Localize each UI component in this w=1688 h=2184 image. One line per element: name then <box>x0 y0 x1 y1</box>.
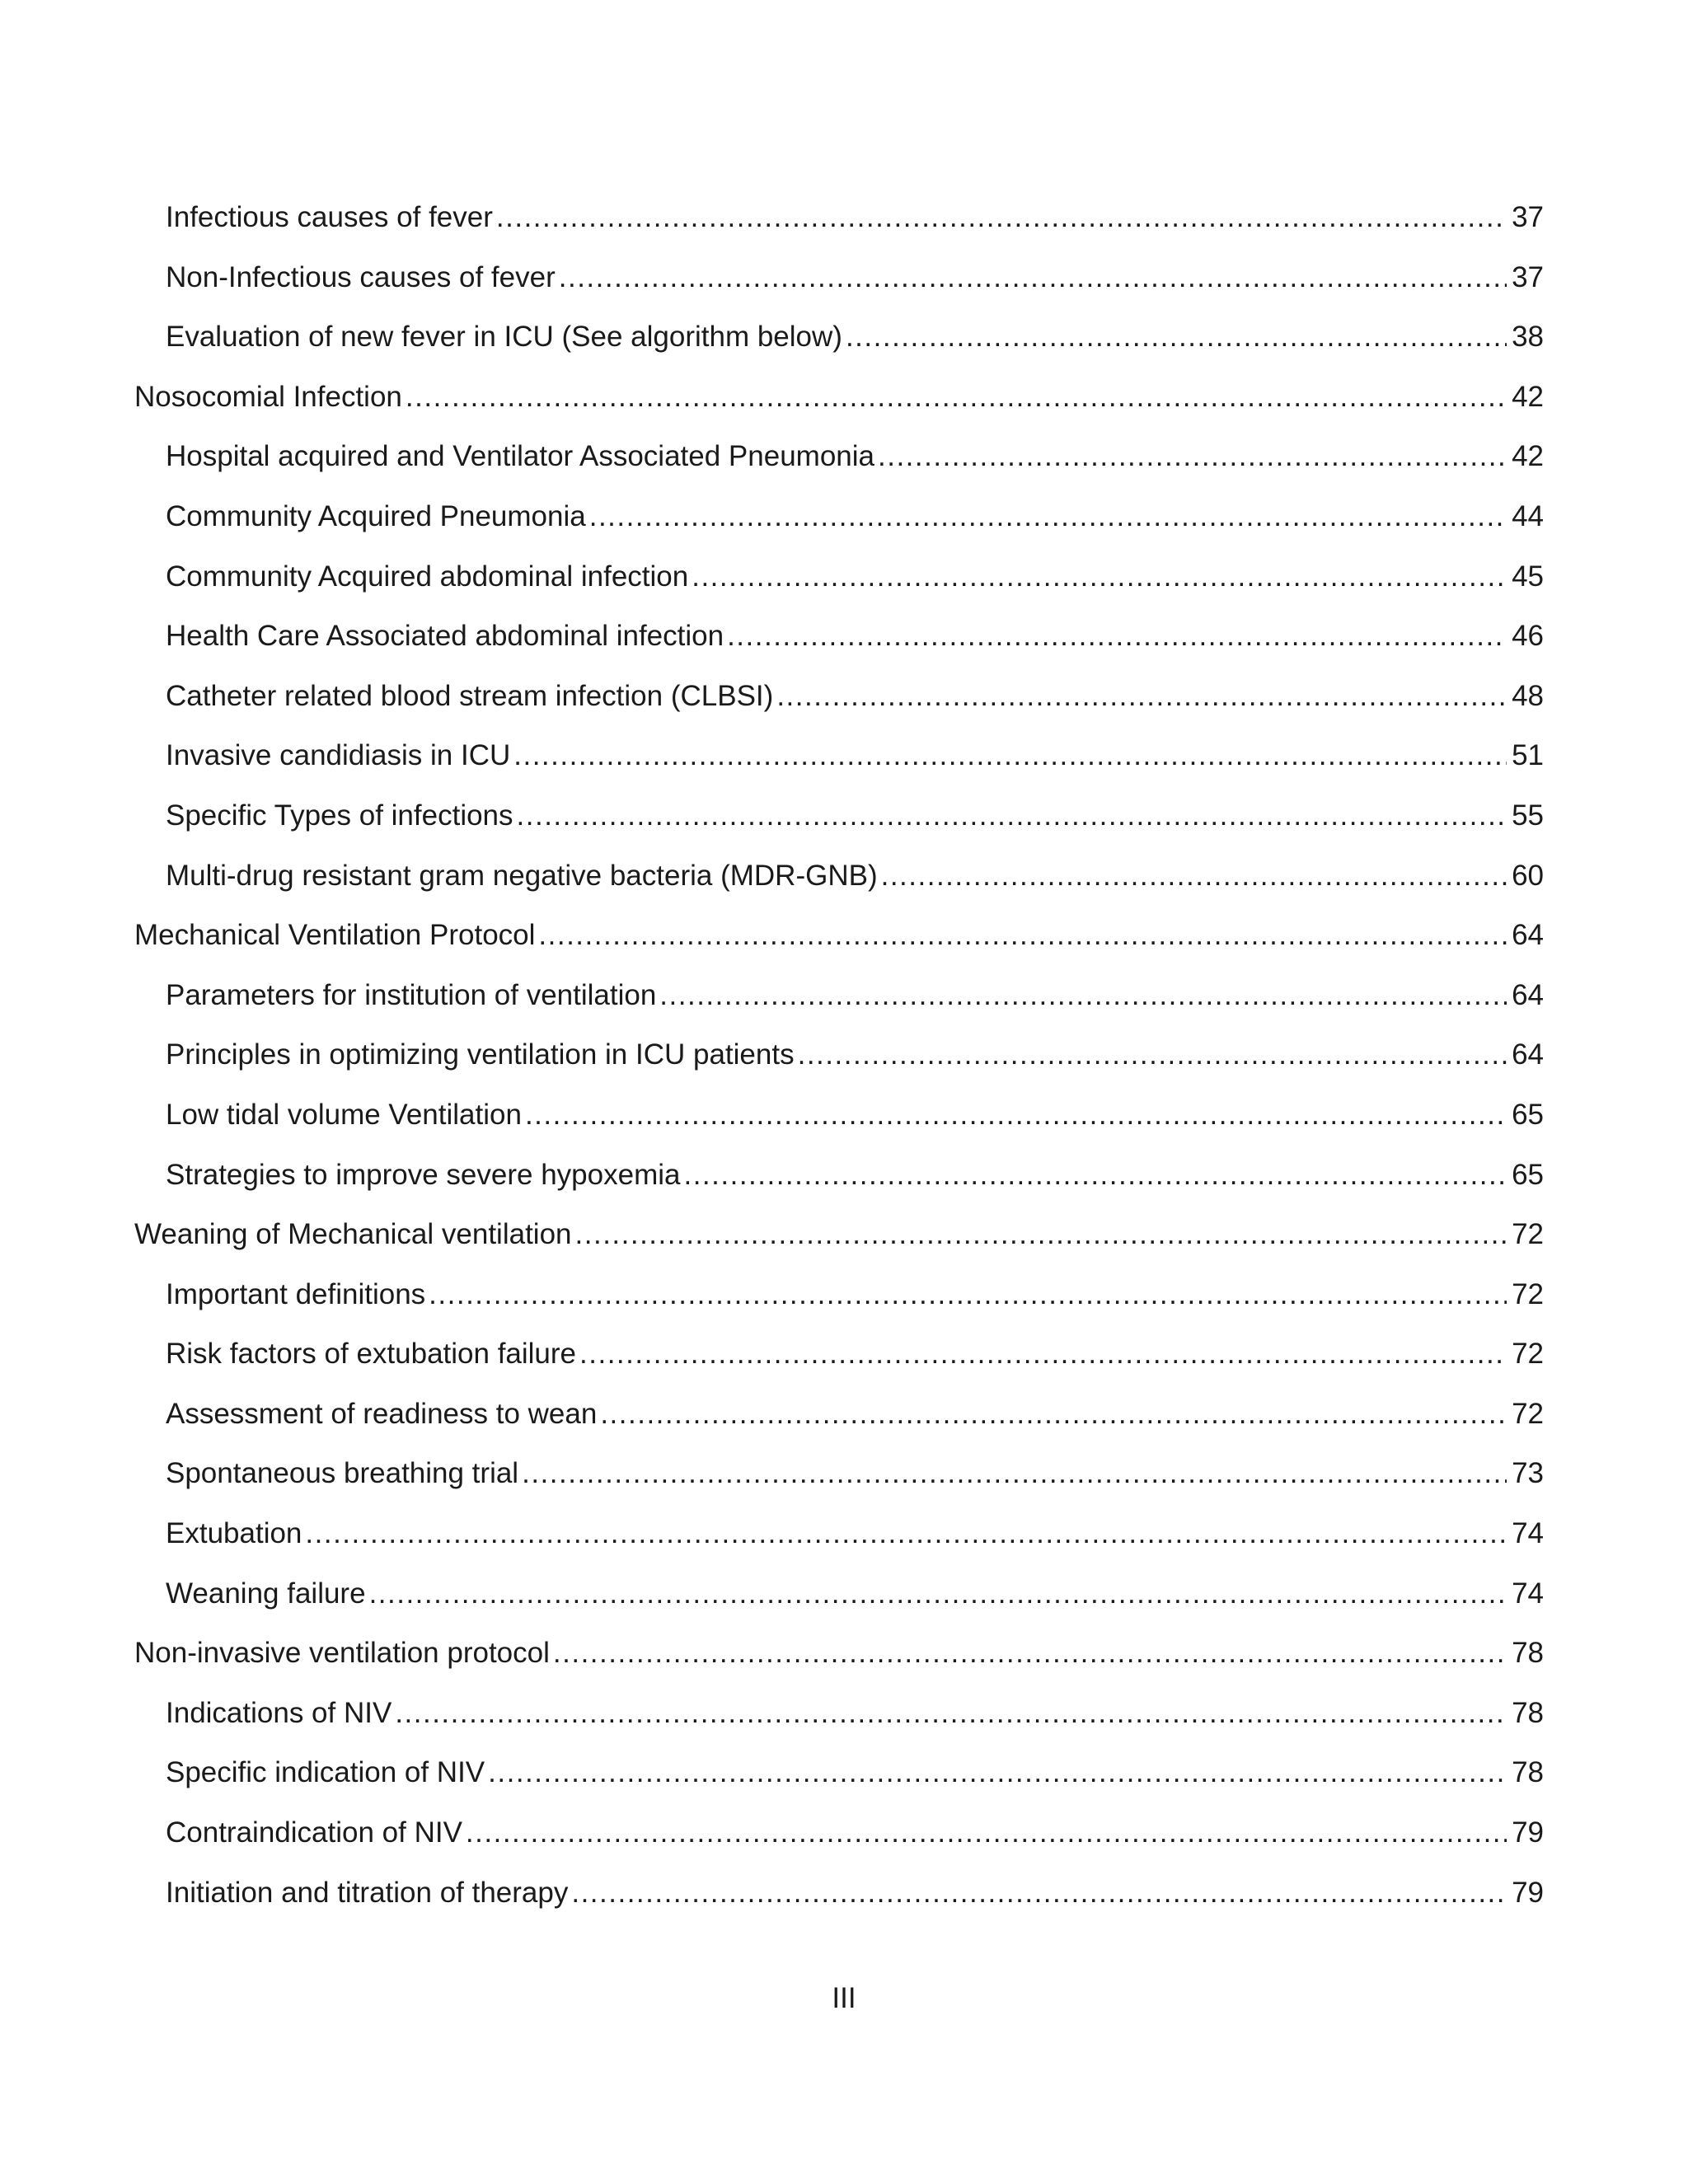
dot-leader <box>589 487 1507 547</box>
toc-entry-page: 78 <box>1512 1637 1544 1670</box>
toc-entry[interactable] <box>134 188 1544 248</box>
toc-entry-page: 65 <box>1512 1098 1544 1131</box>
toc-entry[interactable] <box>134 547 1544 607</box>
toc-entry[interactable] <box>134 1863 1544 1924</box>
toc-entry-title: Non-invasive ventilation protocol <box>134 1637 550 1670</box>
toc-entry[interactable] <box>134 966 1544 1026</box>
dot-leader <box>846 307 1507 368</box>
toc-entry-page: 72 <box>1512 1277 1544 1310</box>
dot-leader <box>776 667 1507 727</box>
toc-entry-page: 51 <box>1512 739 1544 772</box>
toc-entry-page: 74 <box>1512 1577 1544 1610</box>
toc-entry[interactable] <box>134 846 1544 907</box>
toc-entry-page: 37 <box>1512 260 1544 293</box>
toc-entry-page: 44 <box>1512 499 1544 532</box>
toc-entry-title: Strategies to improve severe hypoxemia <box>166 1158 681 1191</box>
dot-leader <box>369 1564 1507 1624</box>
toc-entry-title: Catheter related blood stream infection (CLBSI) <box>166 679 774 712</box>
toc-entry-title: Contraindication of NIV <box>166 1816 462 1849</box>
toc-entry-page: 64 <box>1512 978 1544 1011</box>
toc-entry-title: Community Acquired abdominal infection <box>166 560 689 593</box>
toc-entry-page: 64 <box>1512 919 1544 952</box>
toc-entry-title: Nosocomial Infection <box>134 380 402 413</box>
toc-entry-title: Low tidal volume Ventilation <box>166 1098 522 1131</box>
dot-leader <box>488 1743 1507 1803</box>
dot-leader <box>881 846 1507 907</box>
toc-entry-page: 74 <box>1512 1517 1544 1550</box>
dot-leader <box>600 1385 1507 1445</box>
dot-leader <box>429 1265 1507 1325</box>
dot-leader <box>513 726 1507 786</box>
toc-entry-page: 37 <box>1512 201 1544 233</box>
toc-entry-page: 78 <box>1512 1756 1544 1789</box>
toc-entry-page: 46 <box>1512 620 1544 653</box>
toc-entry-page: 72 <box>1512 1397 1544 1430</box>
dot-leader <box>659 966 1507 1026</box>
toc-entry-page: 60 <box>1512 859 1544 892</box>
dot-leader <box>406 368 1507 428</box>
toc-entry-title: Principles in optimizing ventilation in ICU patients <box>166 1038 795 1071</box>
toc-entry[interactable] <box>134 1085 1544 1146</box>
dot-leader <box>466 1803 1507 1863</box>
toc-entry-title: Health Care Associated abdominal infection <box>166 620 724 653</box>
dot-leader <box>878 427 1507 487</box>
toc-entry-page: 38 <box>1512 321 1544 354</box>
toc-entry[interactable] <box>134 1743 1544 1803</box>
dot-leader <box>692 547 1507 607</box>
dot-leader <box>798 1025 1507 1085</box>
toc-entry-page: 79 <box>1512 1816 1544 1849</box>
toc-entry-title: Weaning failure <box>166 1577 366 1610</box>
toc-entry-title: Assessment of readiness to wean <box>166 1397 598 1430</box>
toc-entry-title: Specific Types of infections <box>166 799 513 832</box>
toc-entry-page: 65 <box>1512 1158 1544 1191</box>
toc-entry[interactable] <box>134 1265 1544 1325</box>
toc-entry-page: 42 <box>1512 380 1544 413</box>
toc-entry[interactable] <box>134 726 1544 786</box>
table-of-contents <box>134 188 1544 1923</box>
toc-entry-title: Mechanical Ventilation Protocol <box>134 919 536 952</box>
page-number: III <box>832 1982 856 2014</box>
toc-entry[interactable] <box>134 1564 1544 1624</box>
toc-entry-title: Specific indication of NIV <box>166 1756 485 1789</box>
toc-entry[interactable] <box>134 1146 1544 1206</box>
dot-leader <box>727 607 1507 667</box>
toc-entry-title: Non-Infectious causes of fever <box>166 260 556 293</box>
toc-entry-title: Initiation and titration of therapy <box>166 1876 569 1909</box>
toc-entry-title: Invasive candidiasis in ICU <box>166 739 511 772</box>
dot-leader <box>559 248 1507 308</box>
toc-entry[interactable] <box>134 1385 1544 1445</box>
toc-entry[interactable] <box>134 487 1544 547</box>
toc-entry-title: Spontaneous breathing trial <box>166 1457 519 1490</box>
toc-entry[interactable] <box>134 1803 1544 1863</box>
toc-entry-title: Evaluation of new fever in ICU (See algorithm below) <box>166 321 842 354</box>
dot-leader <box>395 1684 1507 1744</box>
toc-entry-title: Infectious causes of fever <box>166 201 493 233</box>
toc-entry-page: 48 <box>1512 679 1544 712</box>
toc-entry-title: Multi-drug resistant gram negative bacteria (MDR-GNB) <box>166 859 878 892</box>
toc-section-entry[interactable] <box>134 368 1544 428</box>
toc-entry[interactable] <box>134 1504 1544 1564</box>
toc-entry-page: 45 <box>1512 560 1544 593</box>
toc-entry-page: 72 <box>1512 1218 1544 1251</box>
dot-leader <box>305 1504 1507 1564</box>
toc-entry[interactable] <box>134 1025 1544 1085</box>
toc-entry[interactable] <box>134 607 1544 667</box>
dot-leader <box>538 906 1507 966</box>
toc-entry-page: 42 <box>1512 440 1544 473</box>
dot-leader <box>496 188 1507 248</box>
toc-section-entry[interactable] <box>134 1624 1544 1684</box>
dot-leader <box>683 1146 1507 1206</box>
dot-leader <box>553 1624 1507 1684</box>
toc-entry[interactable] <box>134 307 1544 368</box>
toc-entry-title: Community Acquired Pneumonia <box>166 499 586 532</box>
toc-entry[interactable] <box>134 1324 1544 1385</box>
toc-entry-title: Extubation <box>166 1517 302 1550</box>
toc-entry[interactable] <box>134 786 1544 846</box>
toc-entry[interactable] <box>134 667 1544 727</box>
toc-entry-page: 72 <box>1512 1338 1544 1371</box>
toc-entry-title: Hospital acquired and Ventilator Associated Pneumonia <box>166 440 874 473</box>
toc-entry-title: Indications of NIV <box>166 1696 392 1729</box>
toc-entry[interactable] <box>134 427 1544 487</box>
toc-entry-title: Parameters for institution of ventilation <box>166 978 657 1011</box>
dot-leader <box>571 1863 1507 1924</box>
dot-leader <box>517 786 1507 846</box>
toc-section-entry[interactable] <box>134 906 1544 966</box>
toc-section-entry[interactable] <box>134 1205 1544 1265</box>
toc-entry-title: Important definitions <box>166 1277 426 1310</box>
dot-leader <box>579 1324 1507 1385</box>
toc-entry-page: 73 <box>1512 1457 1544 1490</box>
dot-leader <box>525 1085 1507 1146</box>
dot-leader <box>575 1205 1507 1265</box>
toc-entry[interactable] <box>134 248 1544 308</box>
toc-entry-title: Risk factors of extubation failure <box>166 1338 577 1371</box>
toc-entry-title: Weaning of Mechanical ventilation <box>134 1218 572 1251</box>
toc-entry-page: 64 <box>1512 1038 1544 1071</box>
toc-entry-page: 78 <box>1512 1696 1544 1729</box>
toc-entry-page: 79 <box>1512 1876 1544 1909</box>
dot-leader <box>522 1444 1507 1504</box>
toc-entry[interactable] <box>134 1444 1544 1504</box>
toc-entry-page: 55 <box>1512 799 1544 832</box>
toc-entry[interactable] <box>134 1684 1544 1744</box>
